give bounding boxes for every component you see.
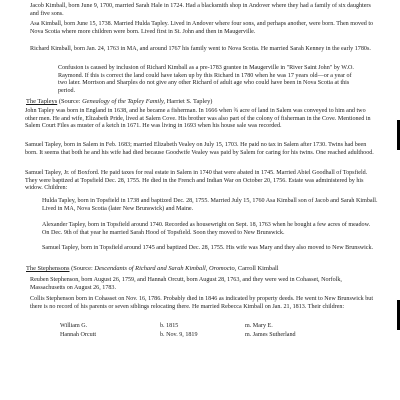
paragraph-alexander-tapley: Alexander Tapley, born in Topsfield around 1740. Recorded as housewright on Sept. 18, 1763 when he bought a few acres of meadow. On Dec. 9th of that year he married Sarah Hood of Topsfield. Soon they moved to New Brunswick.: [42, 222, 371, 236]
section-title: The Stephensons: [26, 265, 70, 272]
source-title: Descendants of Richard and Sarah Kimball, Oromocto,: [94, 265, 237, 272]
section-heading-tapleys: [26, 98, 212, 106]
paragraph-john-tapley: John Tapley was born in England in 1638, and he became a fisherman. In 1666 when ¾ acre of land in Salem was conveyed to him and two other men. He and wife, Elizabeth Pride, lived at Salem Cove. His brother was also part of the colony of fisherman in the Cove. Mentioned in Salem Court Files as muster of a ketch in 1671. He was living in 1693 when his house sale was recorded.: [25, 108, 371, 129]
paragraph-reuben-stephenson: Reuben Stephenson, born August 26, 1759, and Hannah Orcutt, born August 28, 1763, and they were wed in Cohasset, Norfolk, Massachusetts on August 26, 1783.: [30, 277, 342, 291]
source-title: Genealogy of the Tapley Family,: [82, 98, 166, 105]
child-spouse: m. James Sutherland: [245, 332, 296, 338]
child-birth: b. 1815: [160, 323, 179, 329]
section-heading-stephensons: [26, 265, 279, 273]
paragraph-samuel-tapley-son: Samuel Tapley, born in Topsfield around 1745 and baptized Dec. 28, 1755. His wife was Mary and they also moved to New Brunswick.: [42, 245, 374, 251]
paragraph-samuel-tapley: Samuel Tapley, born in Salem in Feb. 1683; married Elizabeth Vealey on July 15, 1703. He paid no tax in Salem after 1730. Twins had been born. It seems that both he and his wife had died because Goodwife Vealey was paid by Salem for caring for his twins. One reached adulthood.: [25, 142, 374, 156]
paragraph-hulda-tapley: Hulda Tapley, born in Topsfield in 1738 and baptized Dec. 28, 1755. Married July 15, 1760 Asa Kimball son of Jacob and Sarah Kimball. Lived in MA, Nova Scotia (later New Brunswick) and Maine.: [42, 198, 378, 212]
source-author: Harriet S. Tapley): [165, 98, 213, 105]
child-name: William G.: [60, 323, 88, 329]
section-title: The Tapleys: [26, 98, 58, 105]
paragraph-jacob-kimball: Jacob Kimball, born June 9, 1700, married Sarah Hale in 1724. Had a blacksmith shop in Andover where they had a family of six daughters and five sons.: [30, 3, 371, 17]
source-prefix: (Source:: [58, 98, 83, 105]
paragraph-richard-kimball: Richard Kimball, born Jan. 24, 1763 in MA, and around 1767 his family went to Nova Scotia. He married Sarah Kenney in the early 1780s.: [30, 46, 371, 52]
child-spouse: m. Mary E.: [245, 323, 273, 329]
source-author: Carroll Kimball: [236, 265, 279, 272]
paragraph-asa-kimball: Asa Kimball, born June 15, 1738. Married Hulda Tapley. Lived in Andover where four sons, and perhaps another, were born. Then moved to Nova Scotia where more children were born. Lived first in St. John and then in Maugerville.: [30, 21, 374, 35]
paragraph-collis-stephenson: Collis Stephenson born in Cohasset on Nov. 16, 1786. Probably died in 1846 as indicated by property deeds. He went to New Brunswick but there is no record of his parents or seven siblings relocating there. He married Rebecca Kimball on Jan. 21, 1813. Their children:: [30, 296, 374, 310]
source-prefix: (Source:: [71, 265, 95, 272]
note-confusion: Confusion is caused by inclusion of Richard Kimball as a pre-1783 grantee in Maugerville in "River Saint John" by W.O. Raymond. If this is correct the land could have taken up by this Richard in 1780 when he was 17 years old—or a year of two later. Morrison and Sharples do not give any other Richard of adult age who could have been in Nova Scotia at this period.: [58, 65, 354, 94]
paragraph-samuel-tapley-jr: Samuel Tapley, Jr. of Boxford. He paid taxes for real estate in Salem in 1740 that were abated in 1745. Married Abiel Goodhall of Topsfield. They were baptized at Topsfield Dec. 28, 1755. He died in the French and Indian War on October 20, 1756. Estate was administered by his widow. Children:: [25, 170, 368, 191]
child-name: Hannah Orcutt: [60, 332, 97, 338]
child-birth: b. Nov. 9, 1819: [160, 332, 198, 338]
